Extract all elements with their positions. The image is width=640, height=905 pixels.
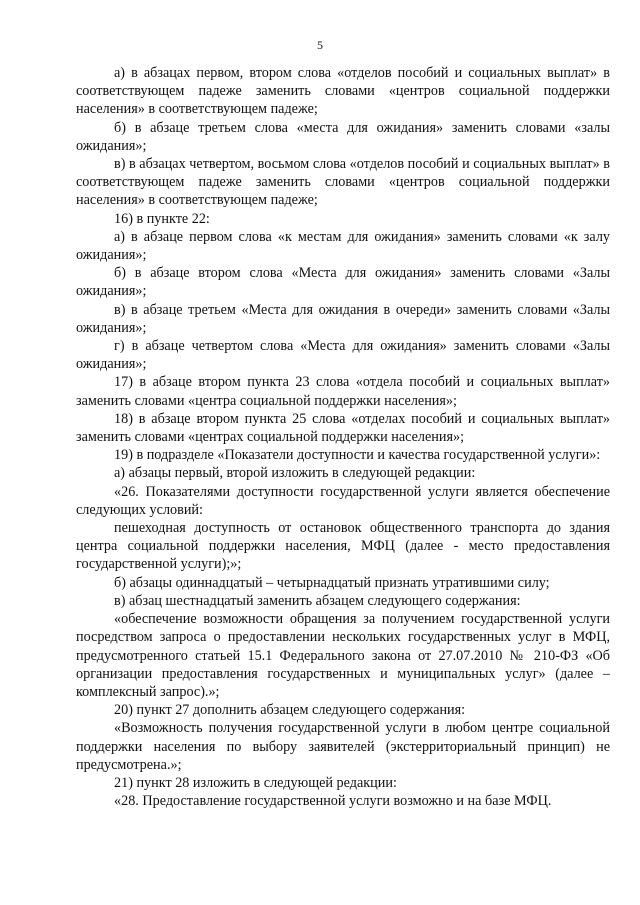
paragraph: в) в абзаце третьем «Места для ожидания в очереди» заменить словами «Залы ожидания»; [76,301,610,336]
paragraph: в) абзац шестнадцатый заменить абзацем следующего содержания: [114,592,521,609]
paragraph: а) абзацы первый, второй изложить в следующей редакции: [114,465,476,482]
paragraph: пешеходная доступность от остановок общественного транспорта до здания центра социальной поддержки населения, МФЦ (далее - место предоставления государственной услуги);»; [76,520,610,573]
paragraph: а) в абзаце первом слова «к местам для ожидания» заменить словами «к залу ожидания»; [76,228,610,264]
paragraph: «Возможность получения государственной услуги в любом центре социальной поддержки населения по выбору заявителей (экстерриториальный принцип) не предусмотрена.»; [76,720,610,773]
paragraph: «28. Предоставление государственной услуги возможно и на базе МФЦ. [114,793,552,810]
paragraph: «обеспечение возможности обращения за получением государственной услуги посредством запроса о предоставлении нескольких государственных услуг в МФЦ, предусмотренного статьей 15.1 Федерального закона от 27.07.2010 № 210-ФЗ «Об организации предоставления государственных и муниципальных услуг» (далее – комплексный запрос).»; [76,611,610,700]
paragraph: б) в абзаце втором слова «Места для ожидания» заменить словами «Залы ожидания»; [76,265,610,300]
paragraph: 18) в абзаце втором пункта 25 слова «отделах пособий и социальных выплат» заменить словами «центрах социальной поддержки населения»; [76,410,610,446]
paragraph: 16) в пункте 22: [114,210,210,227]
paragraph: 17) в абзаце втором пункта 23 слова «отдела пособий и социальных выплат» заменить словами «центра социальной поддержки населения»; [76,374,610,409]
paragraph: б) в абзаце третьем слова «места для ожидания» заменить словами «залы ожидания»; [76,119,610,154]
page-number: 5 [317,38,323,52]
paragraph: 21) пункт 28 изложить в следующей редакции: [114,774,397,791]
paragraph: 19) в подразделе «Показатели доступности и качества государственной услуги»: [114,447,601,464]
paragraph: «26. Показателями доступности государственной услуги является обеспечение следующих условий: [76,483,610,518]
paragraph: б) абзацы одиннадцатый – четырнадцатый признать утратившими силу; [114,574,550,591]
paragraph: г) в абзаце четвертом слова «Места для ожидания» заменить словами «Залы ожидания»; [76,338,610,373]
document-body [76,64,610,810]
paragraph: в) в абзацах четвертом, восьмом слова «отделов пособий и социальных выплат» в соответствующем падеже заменить словами «центров социальной поддержки населения» в соответствующем падеже; [76,156,610,209]
paragraph: а) в абзацах первом, втором слова «отделов пособий и социальных выплат» в соответствующем падеже заменить словами «центров социальной поддержки населения» в соответствующем падеже; [76,65,610,118]
paragraph: 20) пункт 27 дополнить абзацем следующего содержания: [114,702,466,719]
